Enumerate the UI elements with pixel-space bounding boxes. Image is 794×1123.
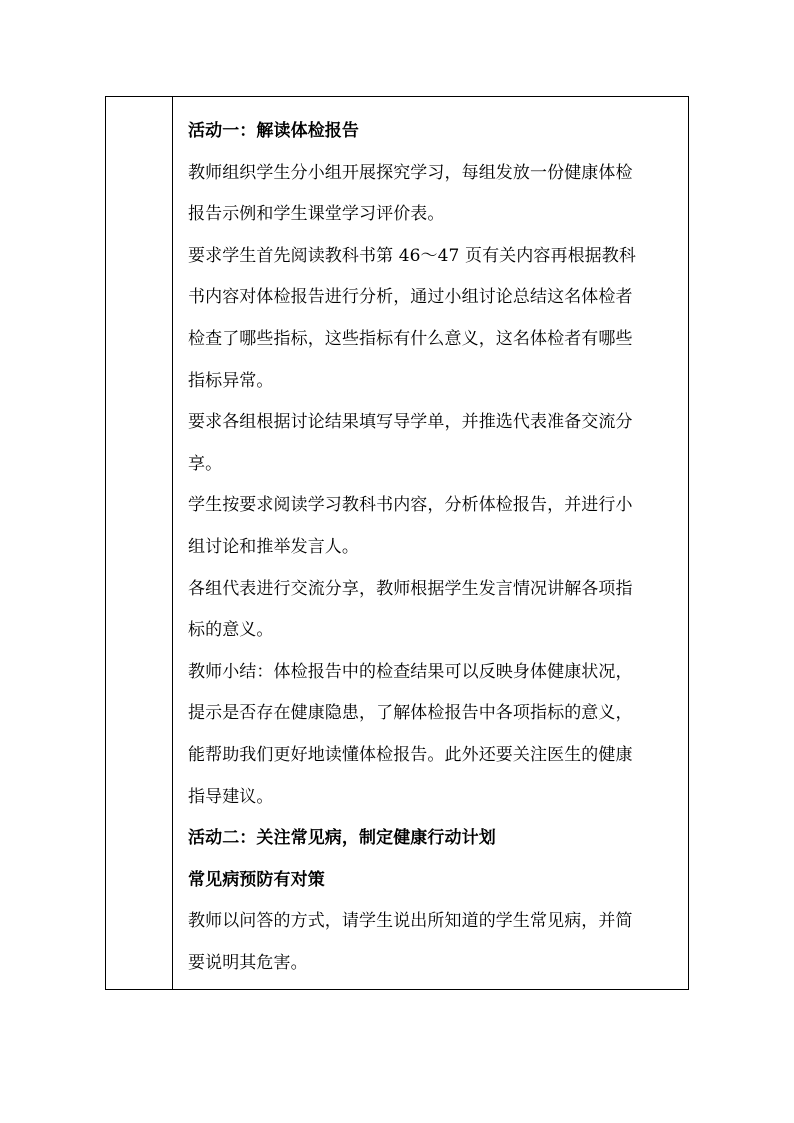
lesson-table bbox=[105, 96, 689, 990]
paragraph-line: 指标异常。 bbox=[188, 370, 274, 391]
paragraph-line: 检查了哪些指标，这些指标有什么意义，这名体检者有哪些 bbox=[188, 328, 633, 349]
table-content-cell bbox=[173, 97, 688, 989]
section-heading: 活动一：解读体检报告 bbox=[188, 121, 359, 141]
paragraph-line: 能帮助我们更好地读懂体检报告。此外还要关注医生的健康 bbox=[188, 744, 633, 765]
section-heading: 常见病预防有对策 bbox=[188, 869, 325, 890]
paragraph-line: 教师以问答的方式，请学生说出所知道的学生常见病，并简 bbox=[188, 911, 633, 932]
paragraph-line: 提示是否存在健康隐患，了解体检报告中各项指标的意义， bbox=[188, 703, 633, 724]
paragraph-line: 学生按要求阅读学习教科书内容，分析体检报告，并进行小 bbox=[188, 495, 633, 516]
table-left-cell bbox=[106, 97, 173, 989]
paragraph-line: 要说明其危害。 bbox=[188, 952, 308, 973]
paragraph-line: 享。 bbox=[188, 453, 223, 474]
paragraph-line: 组讨论和推举发言人。 bbox=[188, 536, 359, 557]
paragraph-line: 标的意义。 bbox=[188, 620, 274, 641]
paragraph-line: 要求各组根据讨论结果填写导学单，并推选代表准备交流分 bbox=[188, 412, 633, 433]
paragraph-line: 各组代表进行交流分享，教师根据学生发言情况讲解各项指 bbox=[188, 578, 633, 599]
section-heading: 活动二：关注常见病，制定健康行动计划 bbox=[188, 828, 496, 849]
paragraph-line: 要求学生首先阅读教科书第 46～47 页有关内容再根据教科 bbox=[188, 245, 636, 266]
paragraph-line: 教师组织学生分小组开展探究学习，每组发放一份健康体检 bbox=[188, 162, 633, 183]
paragraph-line: 书内容对体检报告进行分析，通过小组讨论总结这名体检者 bbox=[188, 287, 633, 308]
paragraph-line: 报告示例和学生课堂学习评价表。 bbox=[188, 204, 445, 225]
paragraph-line: 教师小结：体检报告中的检查结果可以反映身体健康状况， bbox=[188, 661, 633, 682]
paragraph-line: 指导建议。 bbox=[188, 786, 274, 807]
